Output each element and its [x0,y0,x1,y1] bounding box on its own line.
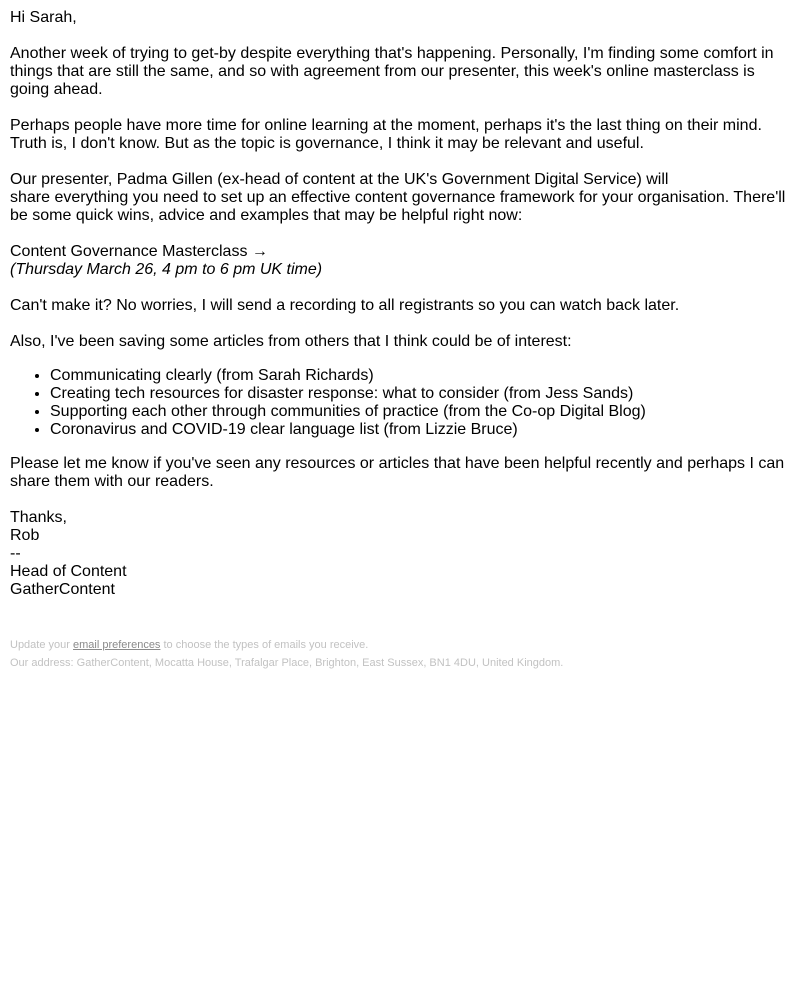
article-link-tech-resources[interactable]: Creating tech resources for disaster response: what to consider (from Jess Sands) [50,385,634,402]
list-item [50,421,790,439]
sender-name: Rob [10,527,40,544]
context-paragraph: Perhaps people have more time for online learning at the moment, perhaps it's the last thing on their mind. Truth is, I don't know. But as the topic is governance, I think it may be relevant and useful. [10,117,762,152]
preferences-line [10,639,790,652]
closing-request: Please let me know if you've seen any resources or articles that have been helpful recently and perhaps I can share them with our readers. [10,455,785,490]
event-block [10,243,790,279]
email-footer [10,639,790,675]
sender-title: Head of Content [10,563,127,580]
recording-note: Can't make it? No worries, I will send a recording to all registrants so you can watch back later. [10,297,680,314]
articles-list [10,367,790,439]
article-link-communities-of-practice[interactable]: Supporting each other through communities of practice (from the Co-op Digital Blog) [50,403,646,420]
masterclass-link[interactable]: Content Governance Masterclass → [10,243,268,260]
greeting: Hi Sarah, [10,9,77,26]
presenter-line-2: share everything you need to set up an effective content governance framework for your organisation. There'll be some quick wins, advice and examples that may be helpful right now: [10,189,786,224]
event-time: (Thursday March 26, 4 pm to 6 pm UK time) [10,261,323,278]
signature-separator: -- [10,545,21,562]
article-link-clear-language-list[interactable]: Coronavirus and COVID-19 clear language list (from Lizzie Bruce) [50,421,518,438]
signoff: Thanks, [10,509,67,526]
preferences-suffix: to choose the types of emails you receive. [163,639,369,651]
intro-paragraph: Another week of trying to get-by despite everything that's happening. Personally, I'm finding some comfort in things that are still the same, and so with agreement from our presenter, this week's online masterclass is going ahead. [10,45,774,98]
list-item [50,403,790,421]
list-item [50,367,790,385]
sender-company: GatherContent [10,581,115,598]
email-body [10,9,790,617]
signature [10,509,790,599]
presenter-paragraph [10,171,790,225]
presenter-line-1: Our presenter, Padma Gillen (ex-head of content at the UK's Government Digital Service) will [10,171,669,188]
article-link-communicating-clearly[interactable]: Communicating clearly (from Sarah Richards) [50,367,374,384]
postal-address: Our address: GatherContent, Mocatta House, Trafalgar Place, Brighton, East Sussex, BN1 4DU, United Kingdom. [10,657,564,669]
preferences-prefix: Update your [10,639,70,651]
list-item [50,385,790,403]
articles-intro: Also, I've been saving some articles from others that I think could be of interest: [10,333,572,350]
email-preferences-link[interactable]: email preferences [73,639,161,651]
